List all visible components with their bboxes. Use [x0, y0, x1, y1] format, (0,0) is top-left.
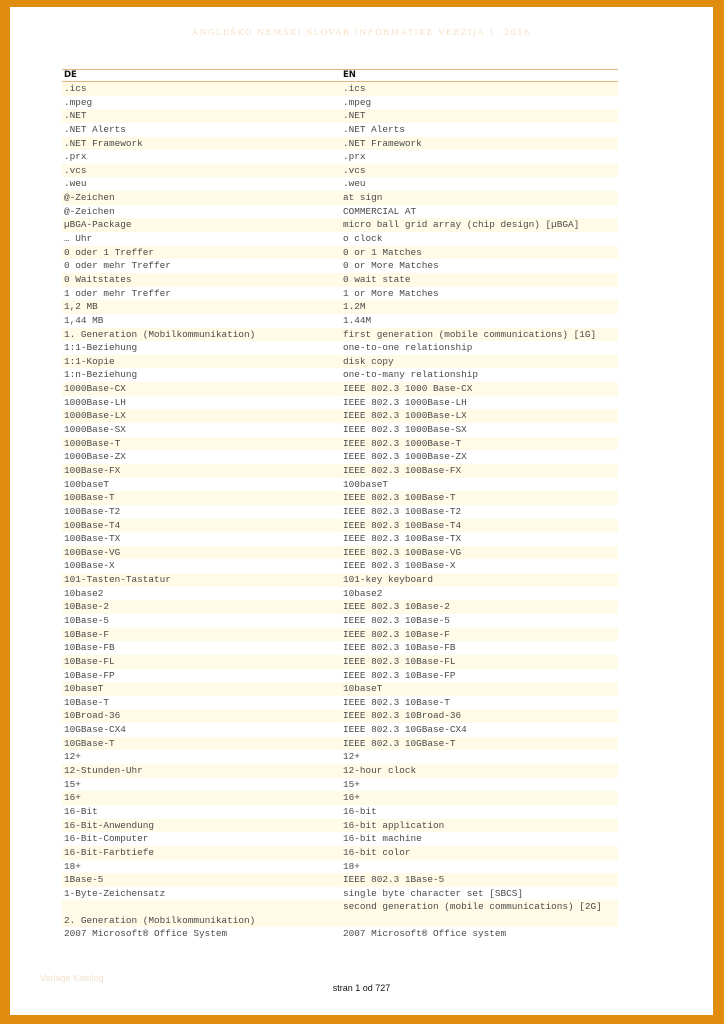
cell-de: .ics	[64, 83, 87, 94]
cell-de: 10Broad-36	[64, 710, 121, 722]
table-row	[62, 423, 618, 437]
table-row	[62, 382, 618, 396]
cell-de: 1:1-Beziehung	[64, 342, 138, 354]
table-row	[62, 927, 618, 941]
table-row	[62, 723, 618, 737]
cell-de: @-Zeichen	[64, 192, 115, 204]
table-row	[62, 600, 618, 614]
table-row	[62, 232, 618, 246]
table-row	[62, 559, 618, 573]
table-row	[62, 709, 618, 723]
cell-en: 0 wait state	[343, 273, 411, 285]
table-body	[62, 82, 618, 941]
table-row	[62, 478, 618, 492]
cell-en: .weu	[343, 178, 366, 190]
cell-en: .prx	[343, 151, 366, 163]
table-row	[62, 355, 618, 369]
cell-de: 10baseT	[64, 683, 104, 695]
cell-en: 1.44M	[343, 314, 372, 326]
cell-de: @-Zeichen	[64, 205, 115, 217]
cell-en: 16-bit application	[343, 819, 445, 831]
table-row	[62, 696, 618, 710]
cell-en: IEEE 802.3 1000Base-LH	[343, 396, 467, 408]
table-row	[62, 464, 618, 478]
cell-de: 10GBase-T	[64, 737, 115, 749]
cell-en: IEEE 802.3 1000Base-SX	[343, 424, 467, 436]
cell-en: 18+	[343, 860, 360, 872]
cell-de: 16-Bit	[64, 805, 98, 817]
dictionary-table	[62, 69, 618, 941]
table-row	[62, 273, 618, 287]
cell-de: 1 oder mehr Treffer	[64, 287, 171, 299]
cell-en: 100baseT	[343, 478, 389, 490]
cell-en: 12-hour clock	[343, 765, 417, 777]
cell-de: 1000Base-CX	[64, 383, 126, 395]
table-row	[62, 641, 618, 655]
table-row	[62, 123, 618, 137]
cell-en: at sign	[343, 192, 383, 204]
cell-de: 1,44 MB	[64, 314, 104, 326]
cell-de: 1000Base-T	[64, 437, 121, 449]
cell-en: .mpeg	[343, 96, 372, 108]
cell-de: 0 oder mehr Treffer	[64, 260, 171, 272]
table-row	[62, 750, 618, 764]
cell-de: .NET	[64, 110, 87, 122]
cell-en: IEEE 802.3 100Base-FX	[343, 464, 462, 476]
table-row	[62, 819, 618, 833]
cell-de: 10Base-FP	[64, 669, 115, 681]
cell-en: IEEE 802.3 1000Base-ZX	[343, 451, 467, 463]
cell-de: 12-Stunden-Uhr	[64, 765, 143, 777]
cell-de: 0 Waitstates	[64, 273, 132, 285]
table-row	[62, 519, 618, 533]
table-row	[62, 791, 618, 805]
table-row	[62, 396, 618, 410]
cell-en: .NET	[343, 110, 366, 122]
table-row	[62, 409, 618, 423]
table-row	[62, 532, 618, 546]
table-row	[62, 109, 618, 123]
table-row	[62, 587, 618, 601]
cell-en: IEEE 802.3 100Base-VG	[343, 546, 462, 558]
cell-en: 15+	[343, 778, 360, 790]
table-row	[62, 805, 618, 819]
table-row	[62, 314, 618, 328]
table-row	[62, 846, 618, 860]
cell-en: .NET Framework	[343, 137, 422, 149]
cell-en: 2007 Microsoft® Office system	[343, 928, 507, 940]
cell-de: 1Base-5	[64, 874, 104, 886]
cell-de: 1. Generation (Mobilkommunikation)	[64, 328, 256, 340]
cell-en: single byte character set [SBCS]	[343, 887, 524, 899]
cell-de: 100Base-TX	[64, 533, 121, 545]
cell-de: 10Base-FB	[64, 642, 115, 654]
cell-de: 12+	[64, 751, 81, 763]
cell-de: 10Base-T	[64, 696, 110, 708]
cell-en: 10baseT	[343, 683, 383, 695]
cell-de: .weu	[64, 178, 87, 190]
cell-en: 10base2	[343, 587, 383, 599]
cell-de: .prx	[64, 151, 87, 163]
cell-en: 1 or More Matches	[343, 287, 439, 299]
table-row	[62, 682, 618, 696]
cell-en: one-to-many relationship	[343, 369, 479, 381]
cell-de: 10Base-5	[64, 614, 110, 626]
table-row	[62, 137, 618, 151]
table-row	[62, 246, 618, 260]
cell-de: 10Base-FL	[64, 655, 115, 667]
cell-en: 16-bit color	[343, 846, 411, 858]
table-row	[62, 341, 618, 355]
cell-de: 10Base-2	[64, 601, 110, 613]
cell-de: 100baseT	[64, 478, 110, 490]
table-row	[62, 150, 618, 164]
table-row	[62, 259, 618, 273]
document-page	[10, 7, 713, 1015]
cell-en: IEEE 802.3 100Base-T	[343, 492, 456, 504]
cell-en: IEEE 802.3 100Base-X	[343, 560, 456, 572]
cell-en: 16+	[343, 792, 360, 804]
cell-de: 16-Bit-Computer	[64, 833, 149, 845]
cell-de: 16-Bit-Anwendung	[64, 819, 155, 831]
cell-de: 1000Base-ZX	[64, 451, 126, 463]
table-row	[62, 860, 618, 874]
table-row	[62, 300, 618, 314]
table-row	[62, 546, 618, 560]
cell-de: 1000Base-LH	[64, 396, 126, 408]
table-row	[62, 491, 618, 505]
cell-de: 2. Generation (Mobilkommunikation)	[64, 915, 256, 927]
cell-en: 1.2M	[343, 301, 366, 313]
cell-de: 15+	[64, 778, 81, 790]
cell-de: 100Base-T	[64, 492, 115, 504]
cell-en: .NET Alerts	[343, 123, 405, 135]
cell-de: .NET Alerts	[64, 123, 126, 135]
cell-en: COMMERCIAL AT	[343, 205, 417, 217]
table-row	[62, 287, 618, 301]
cell-de: 1:1-Kopie	[64, 355, 115, 367]
cell-de: µBGA-Package	[64, 219, 132, 231]
column-header-en: EN	[343, 70, 356, 80]
table-row	[62, 82, 618, 96]
cell-en: 0 or More Matches	[343, 260, 439, 272]
cell-en: second generation (mobile communications) [2G]	[343, 901, 602, 913]
table-row	[62, 628, 618, 642]
cell-en: IEEE 802.3 1000Base-T	[343, 437, 462, 449]
cell-en: IEEE 802.3 100Base-T4	[343, 519, 462, 531]
table-row	[62, 177, 618, 191]
cell-de: 100Base-X	[64, 560, 115, 572]
table-header-row	[62, 70, 618, 81]
watermark-text: Vorlage Katalog	[40, 973, 104, 983]
cell-en: IEEE 802.3 10Base-FL	[343, 655, 456, 667]
cell-de: 16+	[64, 792, 81, 804]
table-row	[62, 450, 618, 464]
table-row	[62, 873, 618, 887]
table-row	[62, 887, 618, 901]
table-row	[62, 191, 618, 205]
cell-de: .mpeg	[64, 96, 93, 108]
column-header-de: DE	[64, 70, 77, 80]
table-row	[62, 368, 618, 382]
cell-en: micro ball grid array (chip design) [µBGA]	[343, 219, 580, 231]
cell-de: 0 oder 1 Treffer	[64, 246, 155, 258]
table-row	[62, 669, 618, 683]
cell-en: IEEE 802.3 10Base-5	[343, 614, 450, 626]
table-row	[62, 778, 618, 792]
table-row	[62, 218, 618, 232]
table-row	[62, 437, 618, 451]
cell-en: IEEE 802.3 1000Base-LX	[343, 410, 467, 422]
cell-de: 100Base-T4	[64, 519, 121, 531]
cell-en: IEEE 802.3 10GBase-T	[343, 737, 456, 749]
table-row	[62, 328, 618, 342]
cell-de: 101-Tasten-Tastatur	[64, 574, 171, 586]
table-row	[62, 655, 618, 669]
table-row	[62, 573, 618, 587]
cell-de: 18+	[64, 860, 81, 872]
cell-de: 10base2	[64, 587, 104, 599]
cell-de: 100Base-T2	[64, 505, 121, 517]
cell-en: o clock	[343, 233, 383, 245]
cell-en: IEEE 802.3 1Base-5	[343, 874, 445, 886]
cell-en: IEEE 802.3 100Base-T2	[343, 505, 462, 517]
cell-de: .vcs	[64, 164, 87, 176]
cell-en: 101-key keyboard	[343, 574, 434, 586]
cell-en: disk copy	[343, 355, 394, 367]
cell-de: 1000Base-SX	[64, 424, 126, 436]
table-row	[62, 832, 618, 846]
cell-en: IEEE 802.3 10Base-2	[343, 601, 450, 613]
cell-de: 1000Base-LX	[64, 410, 126, 422]
cell-de: 16-Bit-Farbtiefe	[64, 846, 155, 858]
cell-de: … Uhr	[64, 233, 93, 245]
cell-de: 1,2 MB	[64, 301, 98, 313]
table-row	[62, 164, 618, 178]
cell-en: IEEE 802.3 10Base-FP	[343, 669, 456, 681]
cell-en: 16-bit machine	[343, 833, 422, 845]
cell-en: 0 or 1 Matches	[343, 246, 422, 258]
cell-en: IEEE 802.3 10Base-FB	[343, 642, 456, 654]
table-row	[62, 900, 618, 927]
cell-en: one-to-one relationship	[343, 342, 473, 354]
table-row	[62, 764, 618, 778]
cell-en: 12+	[343, 751, 360, 763]
cell-en: IEEE 802.3 10GBase-CX4	[343, 724, 467, 736]
cell-de: 1:n-Beziehung	[64, 369, 138, 381]
page-header-title: ANGLEŠKO NEMŠKI SLOVAR INFORMATIKE VERZIJA 1. 2016	[192, 28, 531, 37]
table-row	[62, 737, 618, 751]
cell-en: IEEE 802.3 10Broad-36	[343, 710, 462, 722]
cell-de: 100Base-FX	[64, 464, 121, 476]
cell-de: 100Base-VG	[64, 546, 121, 558]
cell-de: 10Base-F	[64, 628, 110, 640]
cell-en: IEEE 802.3 100Base-TX	[343, 533, 462, 545]
table-row	[62, 96, 618, 110]
cell-de: 1-Byte-Zeichensatz	[64, 887, 166, 899]
cell-de: .NET Framework	[64, 137, 143, 149]
cell-de: 10GBase-CX4	[64, 724, 126, 736]
cell-en: 16-bit	[343, 805, 377, 817]
page-number: stran 1 od 727	[332, 983, 391, 993]
table-row	[62, 614, 618, 628]
cell-de: 2007 Microsoft® Office System	[64, 928, 228, 940]
table-row	[62, 505, 618, 519]
cell-en: first generation (mobile communications) [1G]	[343, 328, 597, 340]
cell-en: .vcs	[343, 164, 366, 176]
cell-en: .ics	[343, 83, 366, 94]
table-row	[62, 205, 618, 219]
cell-en: IEEE 802.3 1000 Base-CX	[343, 383, 473, 395]
cell-en: IEEE 802.3 10Base-T	[343, 696, 450, 708]
cell-en: IEEE 802.3 10Base-F	[343, 628, 450, 640]
